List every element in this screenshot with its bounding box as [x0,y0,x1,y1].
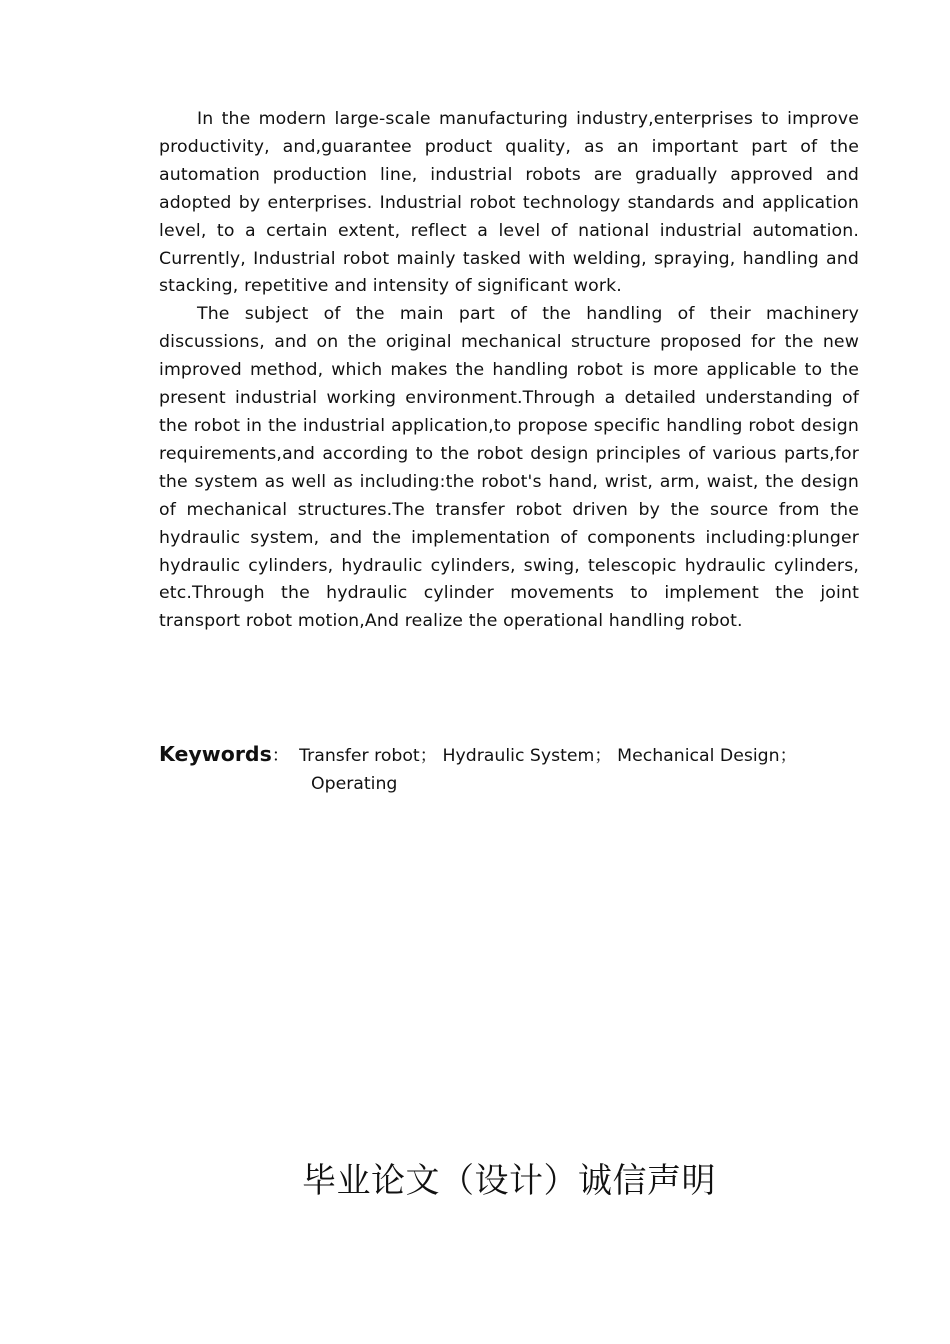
abstract-paragraph-2: The subject of the main part of the handling of their machinery discussions, and on the original mechanical structure proposed for the new improved method, which makes the handling robot is more applicable to the present industrial working environment.Through a detailed understanding of the robot in the industrial application,to propose specific handling robot design requirements,and according to the robot design principles of various parts,for the system as well as including:the robot's hand, wrist, arm, waist, the design of mechanical structures.The transfer robot driven by the source from the hydraulic system, and the implementation of components including:plunger hydraulic cylinders, hydraulic cylinders, swing, telescopic hydraulic cylinders, etc.Through the hydraulic cylinder movements to implement the joint transport robot motion,And realize the operational handling robot. [159,304,859,632]
abstract-body [159,106,859,636]
keyword-term: Hydraulic System； [442,746,612,766]
keyword-term: Mechanical Design； [617,746,797,766]
keywords-section [159,740,859,798]
keywords-line-2 [159,770,859,798]
keyword-term: Operating [311,774,398,794]
keyword-term: Transfer robot； [299,746,437,766]
declaration-title: 毕业论文（设计）诚信声明 [302,1161,716,1201]
keywords-separator: ： [271,746,290,766]
abstract-paragraph-1: In the modern large-scale manufacturing industry,enterprises to improve productivity, and,guarantee product quality, as an important part of the automation production line, industrial robots are gradually approved and adopted by enterprises. Industrial robot technology standards and application level, to a certain extent, reflect a level of national industrial automation. Currently, Industrial robot mainly tasked with welding, spraying, handling and stacking, repetitive and intensity of significant work. [159,109,859,297]
keywords-label: Keywords [159,742,272,766]
keywords-line-1 [159,740,859,770]
